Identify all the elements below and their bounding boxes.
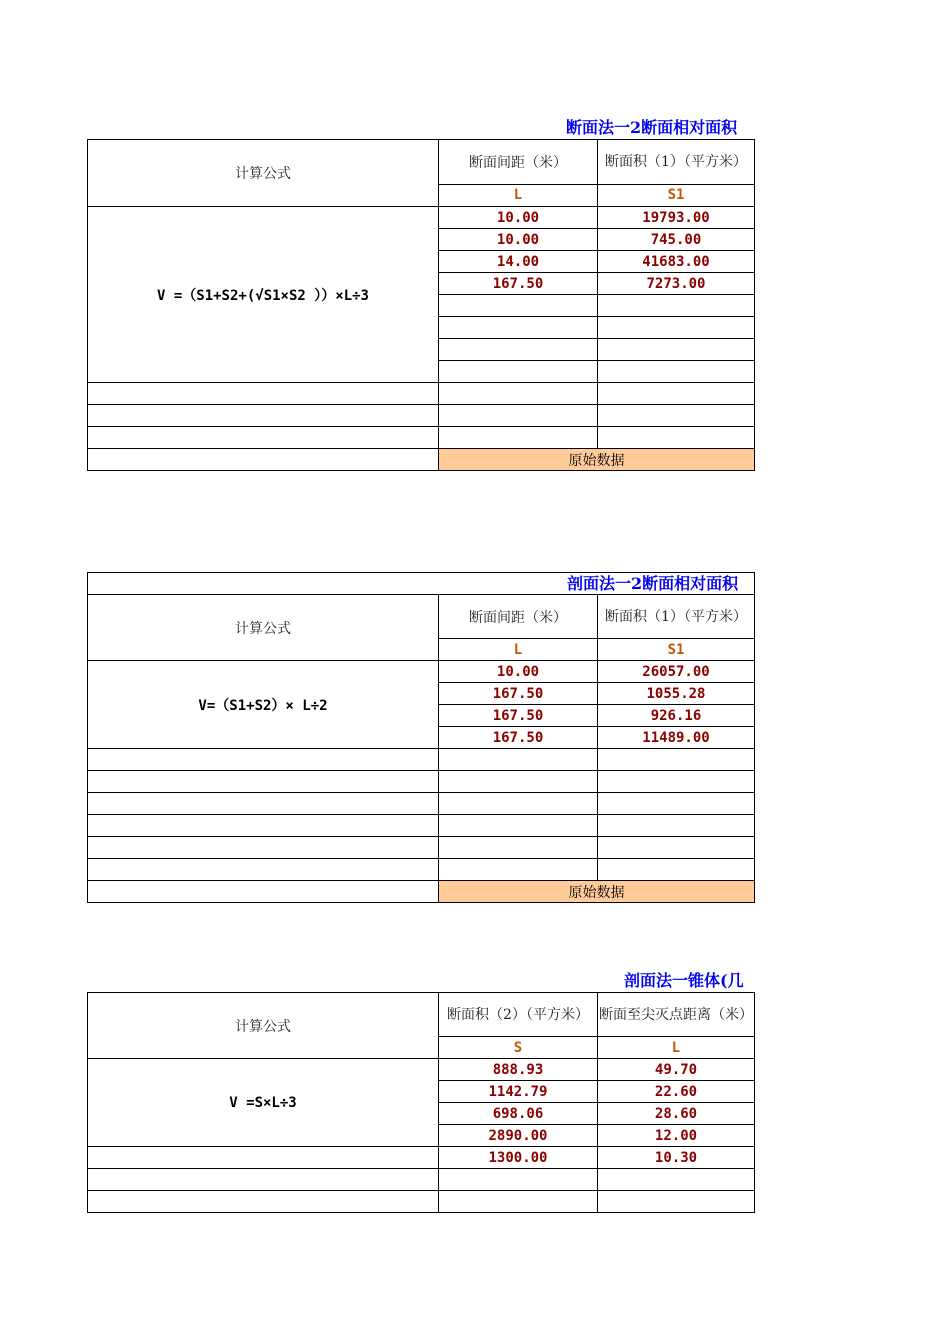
formula-cell: V =（S1+S2+(√S1×S2 ））×L÷3 — [88, 207, 439, 383]
section1-title: 断面法一2断面相对面积 — [566, 118, 738, 137]
symbol-S: S — [439, 1037, 598, 1059]
cell-S1[interactable]: 11489.00 — [598, 727, 755, 749]
cell-S1[interactable]: 7273.00 — [598, 273, 755, 295]
section3-table — [87, 992, 755, 1213]
cell-L[interactable]: 10.00 — [439, 207, 598, 229]
cell-S[interactable]: 698.06 — [439, 1103, 598, 1125]
cell-S[interactable]: 1142.79 — [439, 1081, 598, 1103]
symbol-S1: S1 — [598, 639, 755, 661]
empty-cell[interactable] — [88, 405, 439, 427]
cell-S1[interactable]: 41683.00 — [598, 251, 755, 273]
empty-cell[interactable] — [439, 793, 598, 815]
formula-header: 计算公式 — [88, 140, 439, 207]
distance-header: 断面至尖灭点距离（米） — [598, 993, 755, 1037]
original-data-label: 原始数据 — [439, 881, 755, 903]
empty-cell[interactable] — [439, 749, 598, 771]
area-header: 断面积（2）（平方米） — [439, 993, 598, 1037]
empty-cell[interactable] — [598, 749, 755, 771]
cell-L[interactable]: 167.50 — [439, 727, 598, 749]
section2-banner — [88, 573, 755, 595]
area-header: 断面积（1）（平方米） — [598, 595, 755, 639]
cell-L[interactable]: 12.00 — [598, 1125, 755, 1147]
empty-cell[interactable] — [439, 427, 598, 449]
section2-title: 剖面法一2断面相对面积 — [567, 574, 739, 593]
empty-cell[interactable] — [598, 405, 755, 427]
cell-L[interactable]: 10.00 — [439, 661, 598, 683]
symbol-L: L — [598, 1037, 755, 1059]
empty-cell[interactable] — [439, 837, 598, 859]
formula-header: 计算公式 — [88, 595, 439, 661]
empty-cell[interactable] — [439, 771, 598, 793]
empty-cell[interactable] — [88, 383, 439, 405]
empty-cell[interactable] — [88, 449, 439, 471]
empty-cell[interactable] — [88, 427, 439, 449]
formula-cell: V=（S1+S2）× L÷2 — [88, 661, 439, 749]
empty-cell[interactable] — [598, 427, 755, 449]
cell-S[interactable]: 888.93 — [439, 1059, 598, 1081]
spacing-header: 断面间距（米） — [439, 595, 598, 639]
cell-S[interactable]: 1300.00 — [439, 1147, 598, 1169]
symbol-L: L — [439, 184, 598, 206]
empty-cell[interactable] — [598, 837, 755, 859]
cell-L[interactable]: 10.00 — [439, 229, 598, 251]
empty-cell[interactable] — [88, 1169, 439, 1191]
empty-cell[interactable] — [439, 317, 598, 339]
empty-cell[interactable] — [88, 1147, 439, 1169]
empty-cell[interactable] — [439, 339, 598, 361]
empty-cell[interactable] — [598, 317, 755, 339]
empty-cell[interactable] — [598, 1191, 755, 1213]
cell-L[interactable]: 167.50 — [439, 273, 598, 295]
empty-cell[interactable] — [439, 383, 598, 405]
empty-cell[interactable] — [598, 793, 755, 815]
cell-L[interactable]: 167.50 — [439, 705, 598, 727]
empty-cell[interactable] — [439, 1191, 598, 1213]
cell-L[interactable]: 22.60 — [598, 1081, 755, 1103]
section3-title: 剖面法一锥体(几 — [624, 971, 744, 990]
formula-header: 计算公式 — [88, 993, 439, 1059]
section1-table — [87, 139, 755, 471]
empty-cell[interactable] — [439, 361, 598, 383]
empty-cell[interactable] — [598, 361, 755, 383]
symbol-S1: S1 — [598, 184, 755, 206]
formula-cell: V =S×L÷3 — [88, 1059, 439, 1147]
empty-cell[interactable] — [598, 339, 755, 361]
cell-S1[interactable]: 19793.00 — [598, 207, 755, 229]
spacing-header: 断面间距（米） — [439, 140, 598, 185]
cell-S1[interactable]: 926.16 — [598, 705, 755, 727]
empty-cell[interactable] — [598, 383, 755, 405]
empty-cell[interactable] — [598, 1169, 755, 1191]
empty-cell[interactable] — [598, 295, 755, 317]
symbol-L: L — [439, 639, 598, 661]
cell-S1[interactable]: 745.00 — [598, 229, 755, 251]
empty-cell[interactable] — [598, 859, 755, 881]
cell-S1[interactable]: 26057.00 — [598, 661, 755, 683]
original-data-label: 原始数据 — [439, 449, 755, 471]
empty-cell[interactable] — [439, 815, 598, 837]
empty-cell[interactable] — [88, 1191, 439, 1213]
cell-L[interactable]: 10.30 — [598, 1147, 755, 1169]
empty-cell[interactable] — [439, 405, 598, 427]
section2-table — [87, 572, 755, 903]
cell-L[interactable]: 49.70 — [598, 1059, 755, 1081]
cell-L[interactable]: 14.00 — [439, 251, 598, 273]
cell-S[interactable]: 2890.00 — [439, 1125, 598, 1147]
cell-L[interactable]: 28.60 — [598, 1103, 755, 1125]
empty-cell[interactable] — [439, 859, 598, 881]
empty-cell[interactable] — [439, 295, 598, 317]
cell-S1[interactable]: 1055.28 — [598, 683, 755, 705]
empty-cell[interactable] — [598, 771, 755, 793]
cell-L[interactable]: 167.50 — [439, 683, 598, 705]
empty-cell[interactable] — [439, 1169, 598, 1191]
area-header: 断面积（1）（平方米） — [598, 140, 755, 185]
empty-cell[interactable] — [598, 815, 755, 837]
